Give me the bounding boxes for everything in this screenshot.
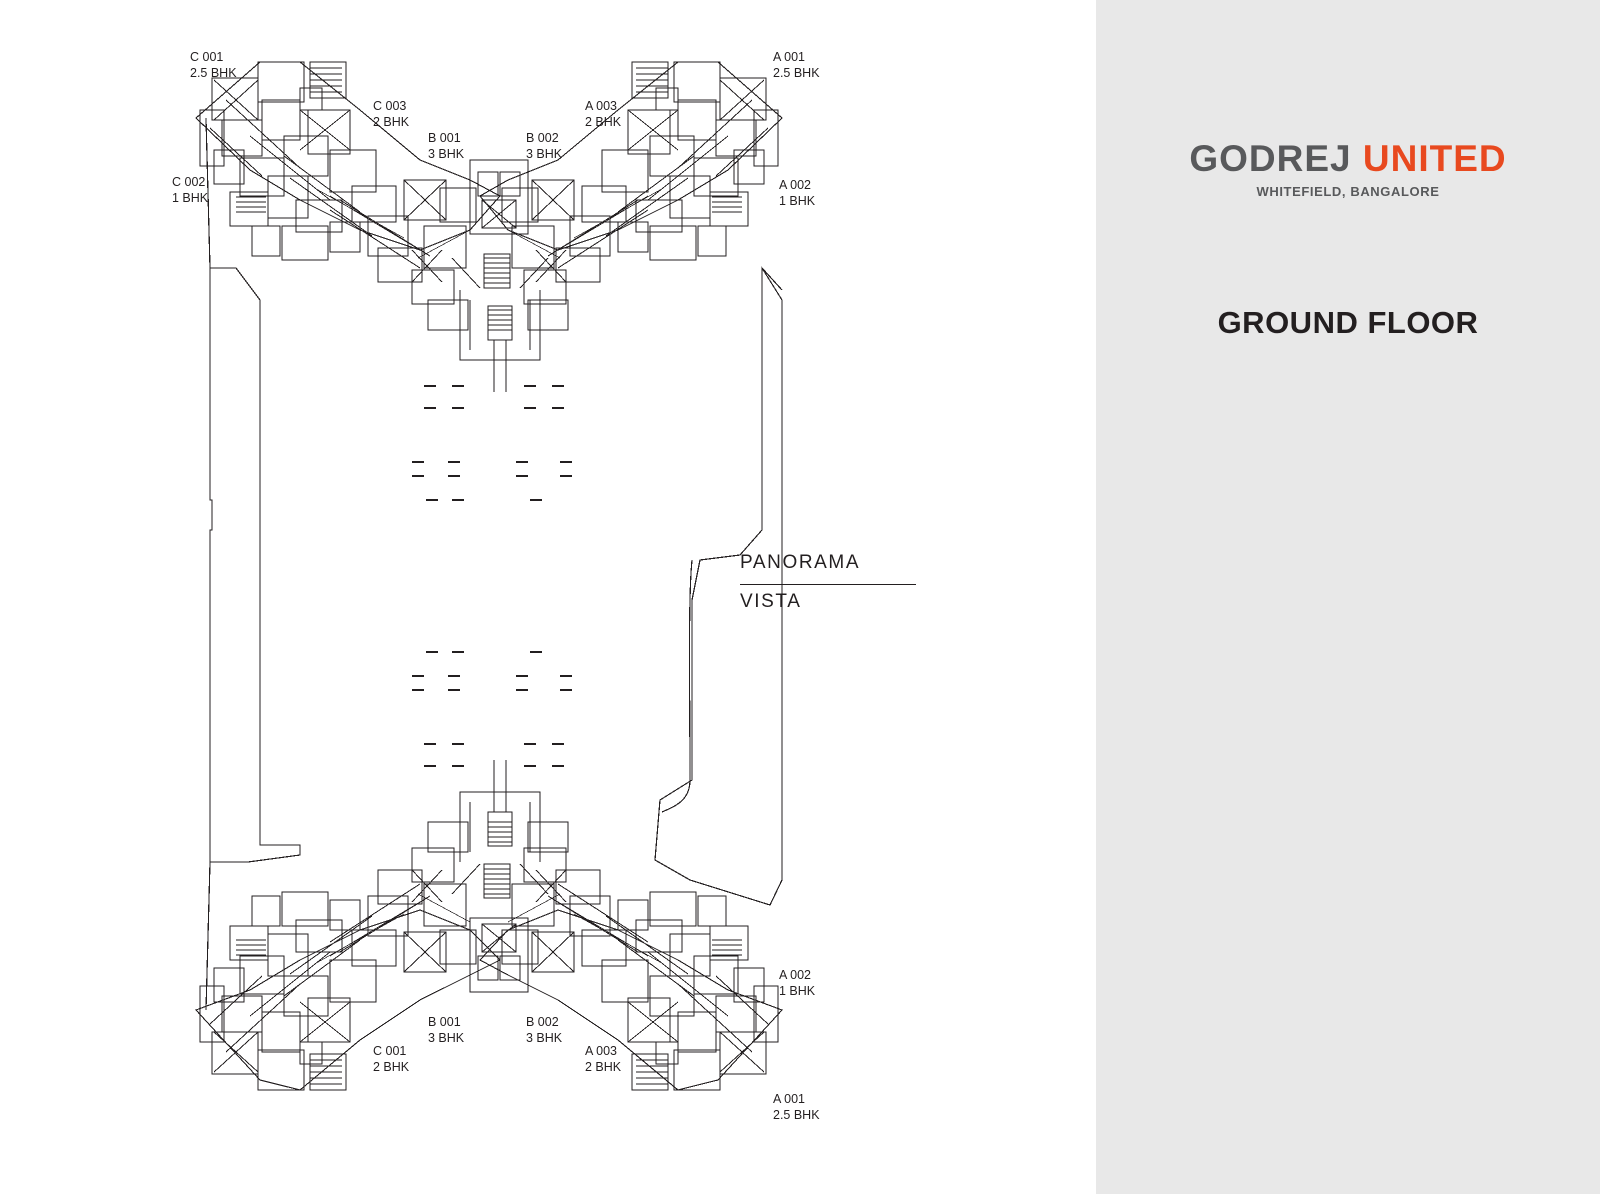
unit-callout-a003-top (585, 99, 621, 130)
unit-callout-b002-top (526, 131, 562, 162)
unit-code: C 001 (190, 50, 224, 64)
unit-type: 2 BHK (373, 1059, 410, 1074)
unit-code: B 001 (428, 1015, 461, 1029)
unit-code: C 001 (373, 1044, 407, 1058)
unit-callout-a002-top (779, 178, 815, 209)
unit-code: A 003 (585, 1044, 617, 1058)
logo-primary-text: GODREJ (1189, 138, 1352, 179)
unit-type: 2.5 BHK (773, 1107, 820, 1122)
brand-logo (1096, 140, 1600, 199)
unit-callout-a002-bottom (779, 968, 815, 999)
unit-callout-a001-bottom (773, 1092, 820, 1123)
unit-callout-c002-top (172, 175, 208, 206)
unit-code: A 003 (585, 99, 617, 113)
unit-type: 2.5 BHK (773, 65, 820, 80)
unit-code: C 002 (172, 175, 206, 189)
project-name-rule (740, 584, 916, 585)
logo-accent-text: UNITED (1362, 138, 1507, 179)
unit-callout-c001-top (190, 50, 237, 81)
unit-type: 3 BHK (428, 1030, 465, 1045)
unit-type: 3 BHK (428, 146, 465, 161)
unit-callout-c003-top (373, 99, 409, 130)
unit-type: 2.5 BHK (190, 65, 237, 80)
floor-title: GROUND FLOOR (1217, 305, 1479, 340)
unit-code: B 001 (428, 131, 461, 145)
logo-subtitle: WHITEFIELD, BANGALORE (1256, 184, 1440, 199)
project-name-line2: VISTA (740, 591, 802, 612)
unit-callout-b001-top (428, 131, 464, 162)
unit-type: 3 BHK (526, 1030, 563, 1045)
unit-code: C 003 (373, 99, 407, 113)
unit-type: 2 BHK (585, 114, 622, 129)
unit-code: B 002 (526, 1015, 559, 1029)
unit-type: 3 BHK (526, 146, 563, 161)
unit-callout-c001-bottom (373, 1044, 409, 1075)
project-name-block (740, 552, 980, 613)
unit-code: A 001 (773, 1092, 805, 1106)
project-name-line1: PANORAMA (740, 552, 861, 573)
unit-type: 2 BHK (373, 114, 410, 129)
unit-callout-b002-bottom (526, 1015, 562, 1046)
unit-type: 1 BHK (779, 983, 816, 998)
unit-code: A 002 (779, 178, 811, 192)
unit-code: A 001 (773, 50, 805, 64)
unit-code: B 002 (526, 131, 559, 145)
unit-callout-a003-bottom (585, 1044, 621, 1075)
unit-callout-a001-top (773, 50, 820, 81)
unit-code: A 002 (779, 968, 811, 982)
unit-type: 2 BHK (585, 1059, 622, 1074)
unit-type: 1 BHK (172, 190, 209, 205)
unit-type: 1 BHK (779, 193, 816, 208)
unit-callout-b001-bottom (428, 1015, 464, 1046)
